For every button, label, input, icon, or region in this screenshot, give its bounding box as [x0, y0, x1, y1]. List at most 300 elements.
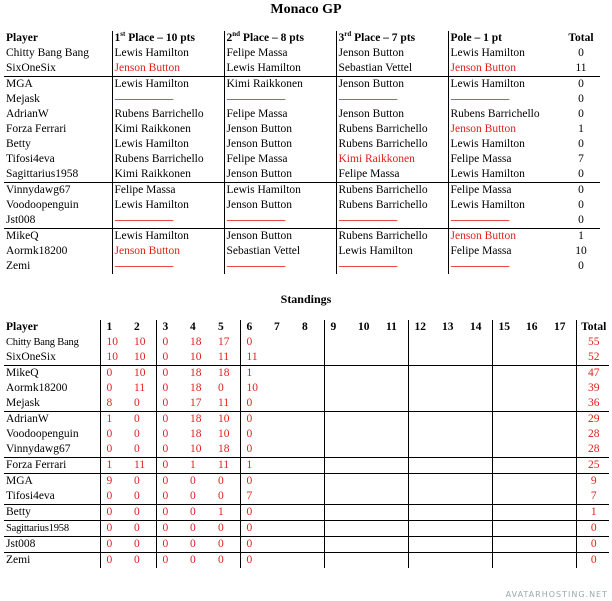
- race-score: [436, 335, 464, 350]
- standings-total: 28: [576, 427, 609, 442]
- race-score: [380, 505, 408, 521]
- pole-pick: -------------------------: [448, 259, 560, 274]
- pole-pick: Jenson Button: [448, 122, 560, 137]
- race-score: 1: [100, 458, 128, 474]
- race-score: [268, 350, 296, 366]
- race-score: 0: [218, 490, 224, 502]
- race-score: [548, 366, 576, 382]
- race-score: [324, 381, 352, 396]
- race-score: 10: [190, 443, 202, 455]
- race-score: [520, 442, 548, 458]
- race-score: 0: [100, 553, 128, 569]
- player-name: Betty: [6, 138, 31, 150]
- race-score: [408, 489, 436, 505]
- race-score: [324, 505, 352, 521]
- race-score: [324, 335, 352, 350]
- player-name: Zemi: [6, 260, 31, 272]
- standings-total: 36: [576, 396, 609, 412]
- second-pick: Jenson Button: [224, 229, 336, 245]
- race-score: [464, 335, 492, 350]
- standings-row: [4, 505, 609, 521]
- race-score: 18: [190, 428, 202, 440]
- standings-player-name: Vinnydawg67: [6, 443, 71, 455]
- race-score: [548, 474, 576, 490]
- race-header: 9: [324, 320, 352, 335]
- race-score: [324, 350, 352, 366]
- player-name: Forza Ferrari: [6, 123, 67, 135]
- third-pick: Rubens Barrichello: [336, 122, 448, 137]
- race-score: [380, 412, 408, 428]
- race-score: [268, 537, 296, 553]
- race-header: 5: [218, 321, 224, 333]
- race-score: [324, 427, 352, 442]
- race-score: 0: [156, 412, 184, 428]
- race-score: [324, 396, 352, 412]
- race-score: 0: [184, 521, 212, 537]
- standings-total: 47: [576, 366, 609, 382]
- race-header: 2: [134, 321, 140, 333]
- standings-player-name: MikeQ: [4, 366, 100, 382]
- race-score: 7: [240, 489, 268, 505]
- race-score: [464, 366, 492, 382]
- second-pick: -------------------------: [224, 92, 336, 107]
- race-score: [492, 427, 520, 442]
- race-score: 0: [240, 553, 268, 569]
- race-score: [268, 489, 296, 505]
- results-row: [4, 107, 600, 122]
- race-score: [548, 442, 576, 458]
- race-score: [324, 521, 352, 537]
- standings-player-name: Betty: [4, 505, 100, 521]
- race-score: [380, 537, 408, 553]
- race-score: [352, 427, 380, 442]
- race-score: [548, 521, 576, 537]
- standings-row: [4, 396, 609, 412]
- first-pick: Rubens Barrichello: [112, 107, 224, 122]
- player-name: MikeQ: [4, 229, 112, 245]
- race-score: 0: [128, 474, 156, 490]
- race-score: [520, 396, 548, 412]
- results-row: [4, 61, 600, 77]
- results-row: [4, 46, 600, 61]
- race-score: 0: [240, 335, 268, 350]
- race-score: 0: [100, 366, 128, 382]
- standings-total: 9: [576, 474, 609, 490]
- player-name: SixOneSix: [6, 62, 56, 74]
- standings-row: [4, 489, 609, 505]
- race-score: 10: [134, 336, 146, 348]
- player-name: Aormk18200: [6, 245, 68, 257]
- standings-player-name: Voodoopenguin: [6, 428, 79, 440]
- results-row: [4, 92, 600, 107]
- race-score: 0: [156, 442, 184, 458]
- race-score: 11: [134, 382, 146, 394]
- race-header: 17: [554, 321, 566, 333]
- player-header: Player: [6, 32, 38, 44]
- standings-player-header: Player: [6, 321, 38, 333]
- race-score: [296, 474, 324, 490]
- race-points: 11: [575, 62, 587, 74]
- race-score: [380, 335, 408, 350]
- race-score: [464, 427, 492, 442]
- race-score: 0: [184, 505, 212, 521]
- race-score: 0: [100, 442, 128, 458]
- race-score: [520, 412, 548, 428]
- race-score: 1: [100, 412, 128, 428]
- standings-row: [4, 521, 609, 537]
- second-pick: Jenson Button: [224, 167, 336, 183]
- standings-row: [4, 442, 609, 458]
- first-pick: -------------------------: [112, 92, 224, 107]
- race-score: [268, 396, 296, 412]
- second-pick: Felipe Massa: [224, 46, 336, 61]
- pole-pick: Lewis Hamilton: [448, 46, 560, 61]
- third-pick: Lewis Hamilton: [336, 244, 448, 259]
- race-score: [296, 396, 324, 412]
- standings-player-name: MGA: [4, 474, 100, 490]
- pole-pick: Jenson Button: [448, 229, 560, 245]
- pole-pick: -------------------------: [448, 213, 560, 229]
- race-score: [492, 505, 520, 521]
- race-score: [436, 537, 464, 553]
- standings-total: 7: [576, 489, 609, 505]
- first-pick: Lewis Hamilton: [112, 77, 224, 93]
- race-score: 18: [184, 366, 212, 382]
- race-score: 0: [184, 537, 212, 553]
- race-score: [548, 396, 576, 412]
- pole-pick: Lewis Hamilton: [448, 167, 560, 183]
- race-score: [380, 442, 408, 458]
- race-score: 18: [218, 443, 230, 455]
- standings-total: 0: [576, 521, 609, 537]
- standings-total: 25: [576, 458, 609, 474]
- race-score: [296, 553, 324, 569]
- race-score: [436, 458, 464, 474]
- race-points: 0: [578, 168, 584, 180]
- race-score: [464, 505, 492, 521]
- pole-pick: Jenson Button: [448, 61, 560, 77]
- standings-row: [4, 366, 609, 382]
- standings-player-name: Sagittarius1958: [4, 521, 100, 537]
- race-header: 3: [156, 320, 184, 335]
- race-score: [436, 442, 464, 458]
- race-score: [408, 350, 436, 366]
- race-score: [380, 366, 408, 382]
- race-score: [520, 335, 548, 350]
- race-score: 11: [218, 351, 230, 363]
- race-score: 0: [100, 521, 128, 537]
- race-header: 16: [526, 321, 538, 333]
- race-score: [268, 474, 296, 490]
- standings-player-name: Forza Ferrari: [4, 458, 100, 474]
- race-score: [268, 458, 296, 474]
- second-pick: -------------------------: [224, 213, 336, 229]
- race-score: 0: [128, 537, 156, 553]
- pole-pick: Lewis Hamilton: [448, 198, 560, 213]
- race-header: 15: [492, 320, 520, 335]
- race-score: 0: [212, 553, 240, 569]
- third-pick: Rubens Barrichello: [336, 198, 448, 213]
- results-row: [4, 229, 600, 245]
- race-score: [464, 350, 492, 366]
- race-score: 0: [100, 489, 128, 505]
- race-score: [296, 489, 324, 505]
- race-score: 9: [100, 474, 128, 490]
- race-score: 0: [218, 382, 224, 394]
- race-score: 10: [128, 366, 156, 382]
- third-pick: -------------------------: [336, 92, 448, 107]
- race-score: 18: [190, 382, 202, 394]
- race-score: 0: [156, 474, 184, 490]
- race-score: 10: [100, 335, 128, 350]
- standings-total: 1: [576, 505, 609, 521]
- standings-player-name: Mejask: [6, 397, 40, 409]
- race-score: [548, 553, 576, 569]
- race-header: 12: [408, 320, 436, 335]
- race-score: [520, 350, 548, 366]
- race-score: [436, 505, 464, 521]
- race-score: 0: [128, 412, 156, 428]
- race-score: 11: [218, 397, 230, 409]
- race-score: [352, 489, 380, 505]
- third-pick: Jenson Button: [336, 107, 448, 122]
- race-score: 0: [156, 537, 184, 553]
- third-pick: Rubens Barrichello: [336, 137, 448, 152]
- race-score: 0: [156, 489, 184, 505]
- race-score: [296, 335, 324, 350]
- race-score: [548, 489, 576, 505]
- race-score: [464, 396, 492, 412]
- race-score: [520, 458, 548, 474]
- race-score: [324, 412, 352, 428]
- race-score: 0: [128, 505, 156, 521]
- race-score: [408, 396, 436, 412]
- race-score: [548, 381, 576, 396]
- results-row: [4, 213, 600, 229]
- race-score: 10: [240, 381, 268, 396]
- race-score: [296, 505, 324, 521]
- race-score: 11: [240, 350, 268, 366]
- race-score: [548, 537, 576, 553]
- race-score: [352, 350, 380, 366]
- third-pick: Rubens Barrichello: [336, 229, 448, 245]
- race-header: 11: [386, 321, 397, 333]
- race-score: [268, 505, 296, 521]
- race-score: [408, 442, 436, 458]
- race-header: 8: [302, 321, 308, 333]
- race-score: [464, 381, 492, 396]
- second-pick: Sebastian Vettel: [224, 244, 336, 259]
- race-score: 0: [240, 537, 268, 553]
- race-score: 0: [184, 553, 212, 569]
- race-score: [380, 521, 408, 537]
- race-score: [268, 335, 296, 350]
- race-points: 1: [578, 123, 584, 135]
- standings-total: 39: [576, 381, 609, 396]
- first-pick: Rubens Barrichello: [112, 152, 224, 167]
- race-header: 13: [442, 321, 454, 333]
- race-score: [296, 427, 324, 442]
- results-row: [4, 259, 600, 274]
- results-header-row: [4, 31, 600, 46]
- first-place-header: 1st Place – 10 pts: [112, 31, 224, 46]
- race-points: 0: [578, 47, 584, 59]
- race-score: [268, 442, 296, 458]
- race-score: [492, 537, 520, 553]
- race-score: [436, 381, 464, 396]
- race-score: 0: [134, 428, 140, 440]
- pole-pick: Felipe Massa: [448, 152, 560, 167]
- race-score: [352, 505, 380, 521]
- race-score: [352, 396, 380, 412]
- race-score: 0: [100, 427, 128, 442]
- race-score: [520, 505, 548, 521]
- standings-row: [4, 537, 609, 553]
- race-score: 11: [128, 458, 156, 474]
- race-score: [380, 489, 408, 505]
- standings-row: [4, 553, 609, 569]
- race-score: [268, 412, 296, 428]
- results-row: [4, 198, 600, 213]
- second-pick: Kimi Raikkonen: [224, 77, 336, 93]
- race-score: 0: [156, 458, 184, 474]
- results-row: [4, 183, 600, 199]
- race-points: 0: [578, 108, 584, 120]
- standings-row: [4, 474, 609, 490]
- race-score: [380, 427, 408, 442]
- race-score: [548, 350, 576, 366]
- race-score: [436, 553, 464, 569]
- third-pick: Felipe Massa: [336, 167, 448, 183]
- race-points: 0: [560, 77, 600, 93]
- race-score: [352, 458, 380, 474]
- race-score: [492, 381, 520, 396]
- race-score: [492, 489, 520, 505]
- standings-row: [4, 350, 609, 366]
- race-score: [464, 521, 492, 537]
- race-score: [352, 537, 380, 553]
- race-score: [436, 412, 464, 428]
- third-pick: Kimi Raikkonen: [336, 152, 448, 167]
- race-score: 0: [134, 397, 140, 409]
- race-score: [492, 366, 520, 382]
- results-row: [4, 122, 600, 137]
- race-points: 0: [560, 183, 600, 199]
- race-score: [464, 412, 492, 428]
- race-score: [408, 521, 436, 537]
- race-score: [296, 350, 324, 366]
- race-score: [324, 366, 352, 382]
- race-score: [464, 458, 492, 474]
- race-score: [520, 489, 548, 505]
- race-score: [548, 505, 576, 521]
- first-pick: Kimi Raikkonen: [112, 167, 224, 183]
- race-score: [436, 474, 464, 490]
- race-score: 1: [240, 458, 268, 474]
- race-score: 0: [156, 350, 184, 366]
- third-pick: Jenson Button: [336, 46, 448, 61]
- race-score: 0: [156, 381, 184, 396]
- standings-player-name: SixOneSix: [6, 351, 56, 363]
- race-score: [380, 381, 408, 396]
- race-score: 1: [184, 458, 212, 474]
- race-score: [408, 427, 436, 442]
- race-score: [352, 381, 380, 396]
- race-score: 18: [212, 366, 240, 382]
- second-pick: Felipe Massa: [224, 107, 336, 122]
- third-pick: Jenson Button: [336, 77, 448, 93]
- race-score: [408, 505, 436, 521]
- race-score: 0: [128, 553, 156, 569]
- second-pick: -------------------------: [224, 259, 336, 274]
- race-score: [380, 458, 408, 474]
- standings-row: [4, 427, 609, 442]
- page-title: Monaco GP: [270, 2, 342, 17]
- standings-total: 29: [576, 412, 609, 428]
- pole-pick: Lewis Hamilton: [448, 137, 560, 152]
- race-score: 11: [212, 458, 240, 474]
- race-score: [464, 489, 492, 505]
- standings-row: [4, 412, 609, 428]
- race-score: [408, 381, 436, 396]
- race-score: [436, 366, 464, 382]
- player-name: MGA: [4, 77, 112, 93]
- race-score: [492, 458, 520, 474]
- race-score: [380, 474, 408, 490]
- watermark: AVATARHOSTING.NET: [505, 590, 608, 599]
- race-results-table: [4, 31, 600, 274]
- race-score: [408, 537, 436, 553]
- race-score: [548, 412, 576, 428]
- race-points: 0: [578, 214, 584, 226]
- race-score: [352, 366, 380, 382]
- race-score: 0: [190, 490, 196, 502]
- player-name: Mejask: [6, 93, 40, 105]
- race-score: 0: [156, 505, 184, 521]
- race-score: [324, 442, 352, 458]
- race-points: 1: [560, 229, 600, 245]
- race-score: [464, 537, 492, 553]
- player-name: Voodoopenguin: [6, 199, 79, 211]
- race-score: [464, 442, 492, 458]
- race-score: [492, 521, 520, 537]
- player-name: Tifosi4eva: [6, 153, 55, 165]
- race-score: [464, 553, 492, 569]
- second-pick: Jenson Button: [224, 137, 336, 152]
- race-score: [520, 537, 548, 553]
- standings-table: [4, 320, 609, 568]
- first-pick: Lewis Hamilton: [112, 198, 224, 213]
- standings-player-name: Aormk18200: [6, 382, 68, 394]
- race-score: 0: [100, 505, 128, 521]
- race-score: 0: [212, 537, 240, 553]
- results-row: [4, 244, 600, 259]
- race-score: 0: [100, 537, 128, 553]
- race-score: [408, 474, 436, 490]
- race-points: 0: [578, 199, 584, 211]
- race-score: 0: [240, 442, 268, 458]
- first-pick: Felipe Massa: [112, 183, 224, 199]
- race-score: [492, 474, 520, 490]
- third-place-header: 3rd Place – 7 pts: [336, 31, 448, 46]
- race-score: 0: [128, 521, 156, 537]
- race-score: 0: [240, 521, 268, 537]
- third-pick: -------------------------: [336, 213, 448, 229]
- race-score: 0: [212, 521, 240, 537]
- standings-player-name: Chitty Bang Bang: [6, 337, 79, 348]
- second-pick: Lewis Hamilton: [224, 61, 336, 77]
- second-pick: Jenson Button: [224, 122, 336, 137]
